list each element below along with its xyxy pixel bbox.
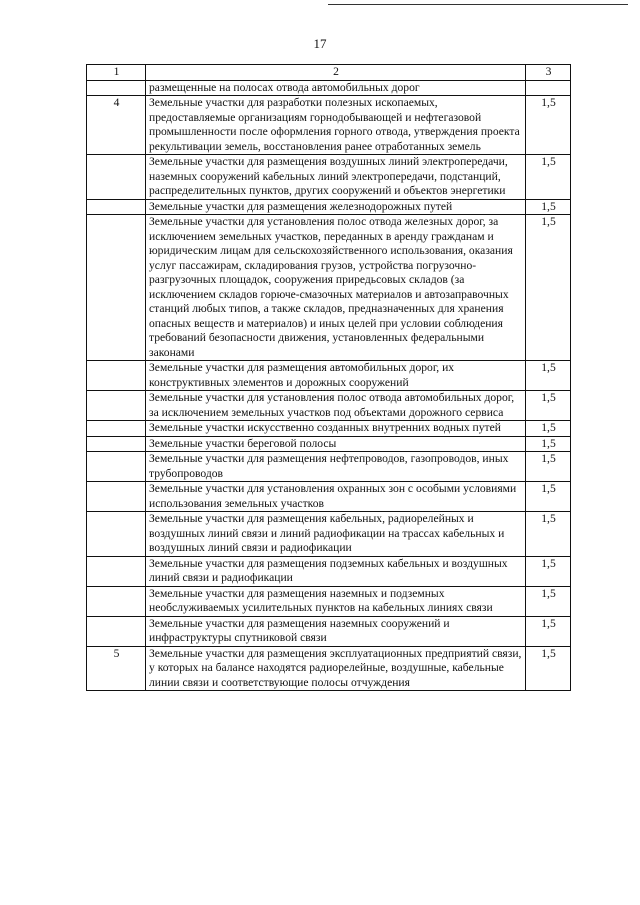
row-value: 1,5	[526, 586, 571, 616]
table-row	[87, 361, 571, 391]
row-number	[87, 199, 146, 215]
table-row	[87, 556, 571, 586]
top-rule	[328, 4, 628, 5]
row-number	[87, 155, 146, 200]
table-row	[87, 391, 571, 421]
row-description: Земельные участки для размещения железнодорожных путей	[146, 199, 526, 215]
row-description: Земельные участки береговой полосы	[146, 436, 526, 452]
row-value: 1,5	[526, 512, 571, 557]
page-number: 17	[313, 36, 327, 51]
row-description: Земельные участки для установления полос отвода автомобильных дорог, за исключением земельных участков под объектами дорожного сервиса	[146, 391, 526, 421]
row-value: 1,5	[526, 361, 571, 391]
row-value: 1,5	[526, 616, 571, 646]
row-description: Земельные участки для размещения наземных и подземных необслуживаемых усилительных пунктов на кабельных линиях связи	[146, 586, 526, 616]
row-number	[87, 616, 146, 646]
row-number	[87, 556, 146, 586]
row-value: 1,5	[526, 199, 571, 215]
row-description: Земельные участки для размещения воздушных линий электропередачи, наземных сооружений кабельных линий электропередачи, подстанций, распределительных пунктов, других сооружений и объектов энергетики	[146, 155, 526, 200]
row-value: 1,5	[526, 436, 571, 452]
row-description: Земельные участки для размещения наземных сооружений и инфраструктуры спутниковой связи	[146, 616, 526, 646]
row-value: 1,5	[526, 215, 571, 361]
row-description: Земельные участки для размещения нефтепроводов, газопроводов, иных трубопроводов	[146, 452, 526, 482]
table-row	[87, 199, 571, 215]
row-value: 1,5	[526, 155, 571, 200]
table-row	[87, 155, 571, 200]
table-header-row	[87, 65, 571, 81]
row-description: размещенные на полосах отвода автомобильных дорог	[146, 80, 526, 96]
table-row	[87, 646, 571, 691]
row-value: 1,5	[526, 482, 571, 512]
row-value	[526, 80, 571, 96]
row-number	[87, 436, 146, 452]
row-number	[87, 482, 146, 512]
row-description: Земельные участки искусственно созданных внутренних водных путей	[146, 421, 526, 437]
table-row	[87, 436, 571, 452]
header-col-3: 3	[526, 65, 571, 81]
row-description: Земельные участки для размещения автомобильных дорог, их конструктивных элементов и дорожных сооружений	[146, 361, 526, 391]
row-description: Земельные участки для размещения кабельных, радиорелейных и воздушных линий связи и линий радиофикации на трассах кабельных и воздушных линий связи и радиофикации	[146, 512, 526, 557]
row-number	[87, 452, 146, 482]
header-col-2: 2	[146, 65, 526, 81]
row-number	[87, 421, 146, 437]
row-value: 1,5	[526, 556, 571, 586]
row-value: 1,5	[526, 452, 571, 482]
table-row	[87, 586, 571, 616]
row-number	[87, 391, 146, 421]
row-value: 1,5	[526, 646, 571, 691]
row-value: 1,5	[526, 421, 571, 437]
row-description: Земельные участки для установления полос отвода железных дорог, за исключением земельных участков, переданных в аренду гражданам и юридическим лицам для сельскохозяйственного использования, оказания услуг пассажирам, складирования грузов, устройства погрузочно-разгрузочных площадок, сооружения приредьсовых складов (за исключением складов горюче-смазочных материалов и автозаправочных станций любых типов, а также складов, предназначенных для хранения опасных веществ и материалов) и иных целей при условии соблюдения требований безопасности движения, установленных федеральными законами	[146, 215, 526, 361]
row-description: Земельные участки для разработки полезных ископаемых, предоставляемые организациям горнодобывающей и нефтегазовой промышленности после оформления горного отвода, утверждения проекта рекультивации земель, восстановления ранее отработанных земель	[146, 96, 526, 155]
row-description: Земельные участки для установления охранных зон с особыми условиями использования земельных участков	[146, 482, 526, 512]
row-number	[87, 586, 146, 616]
row-number	[87, 512, 146, 557]
table-row	[87, 421, 571, 437]
row-description: Земельные участки для размещения эксплуатационных предприятий связи, у которых на балансе находятся радиорелейные, воздушные, кабельные линии связи и соответствующие полосы отчуждения	[146, 646, 526, 691]
table-row	[87, 616, 571, 646]
table-row	[87, 482, 571, 512]
row-number: 5	[87, 646, 146, 691]
table-row	[87, 452, 571, 482]
table-row	[87, 96, 571, 155]
row-value: 1,5	[526, 96, 571, 155]
row-number	[87, 80, 146, 96]
row-number: 4	[87, 96, 146, 155]
row-number	[87, 215, 146, 361]
table-row	[87, 80, 571, 96]
row-value: 1,5	[526, 391, 571, 421]
row-description: Земельные участки для размещения подземных кабельных и воздушных линий связи и радиофикации	[146, 556, 526, 586]
rates-table	[86, 64, 571, 691]
table-row	[87, 215, 571, 361]
row-number	[87, 361, 146, 391]
header-col-1: 1	[87, 65, 146, 81]
table-row	[87, 512, 571, 557]
